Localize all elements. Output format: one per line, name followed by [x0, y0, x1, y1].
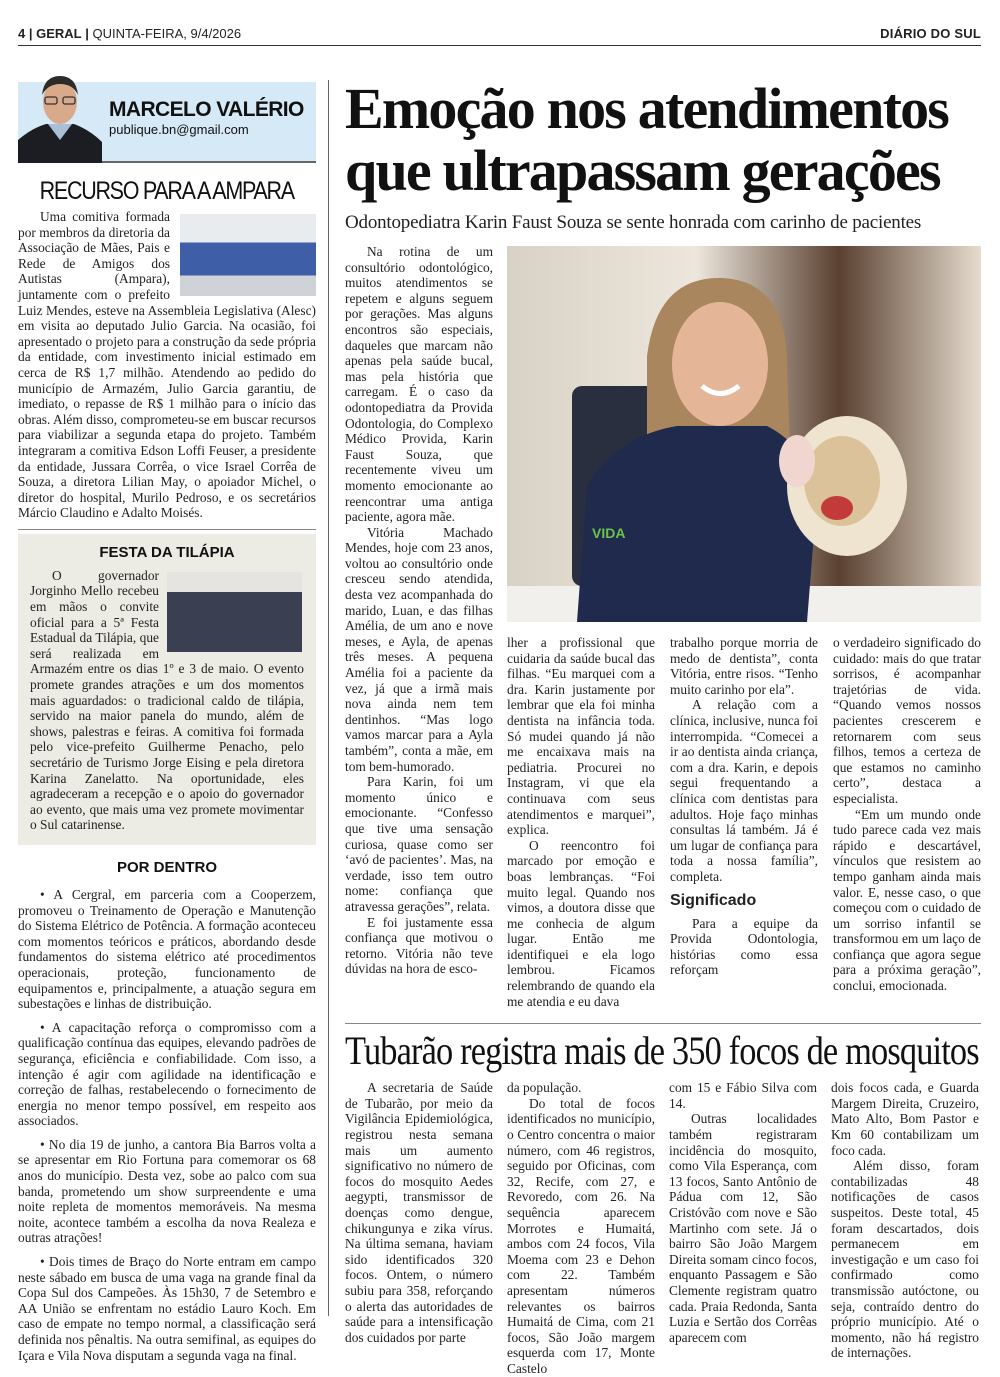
second-headline-wrap	[345, 1028, 981, 1078]
main-col-2: lher a profissional que cuidaria da saúde bucal das filhas. “Eu marquei com a dra. Karin justamente por lembrar que ela foi minha dentista na infância toda. Só mudei quando já não me encaixava mais na pediatria. Procurei no Instagram, vi que ela continuava com seus atendimentos e marquei”, explica. O reencontro foi marcado por emoção e boas lembranças. “Foi muito legal. Quando nos vimos, a doutora disse que me conhecia de algum lugar. Então me identifiquei e ela logo lembrou. Ficamos relembrando de quando ela me atendia e eu dava	[507, 635, 655, 1009]
provida-logo: VIDA	[592, 525, 626, 541]
left-column	[18, 70, 316, 1371]
second-article-body	[345, 1080, 981, 1376]
section-title-recurso: RECURSO PARA A AMPARA	[39, 177, 295, 205]
main-col-4: o verdadeiro significado do cuidado: mais do que tratar sorrisos, é acompanhar trajetórias de vida. “Quando vemos nossos pacientes crescerem e retornarem com seus filhos, temos a certeza de que estamos no caminho certo”, destaca a especialista. “Em um mundo onde tudo parece cada vez mais rápido e descartável, vínculos que resistem ao tempo ganham ainda mais valor. E, nesse caso, o que começou com o cuidado de um sorriso infantil se transformou em um laço de confiança que agora segue para a próxima geração”, conclui, emocionada.	[833, 635, 981, 994]
main-photo	[507, 246, 981, 622]
festa-text: O governador Jorginho Mello recebeu em mãos o convite oficial para a 5ª Festa Estadual da Tilápia, que será realizada em Armazém entre os dias 1º e 3 de maio. O evento promete grandes atrações e um dos momentos mais aguardados: o tradicional caldo de tilápia, servido na maior panela do mundo, além de shows, palestras e feiras. A comitiva foi formada pelo vice-prefeito Guilherme Penacho, pelo secretário de Turismo Jorge Eising e pela diretora Karina Zanelatto. Na oportunidade, eles agradeceram a recepção e o apoio do governador ao evento, que mais uma vez promete movimentar o Sul catarinense.	[30, 567, 304, 833]
divider	[345, 1023, 981, 1024]
main-col-1: Na rotina de um consultório odontológico, muitos atendimentos se repetem e alguns seguem por gerações. Mas alguns encontros são especiais, daqueles que marcam não apenas pela saúde bucal, mas pela história que carregam. É o caso da odontopediatra da Provida Odontologia, do Complexo Médico Provida, Karin Faust Souza, que recentemente viveu um momento emocionante ao reencontrar uma antiga paciente, agora mãe. Vitória Machado Mendes, hoje com 23 anos, voltou ao consultório onde cresceu sendo atendida, desta vez acompanhada do marido, Luan, e das filhas Amélia, de um ano e nove meses, e Ayla, de apenas três meses. A pequena Amélia foi a paciente da vez, já que a irmã mais nova ainda nem tem dentinhos. “Mas logo vamos marcar para a Ayla também”, conta a mãe, em tom bem-humorado. Para Karin, foi um momento único e emocionante. “Confesso que tive uma sensação curiosa, quase como ser ‘avó de pacientes’. Mas, na verdade, isso tem outro nome: confiança que atravessa gerações”, relata. E foi justamente essa confiança que motivou o retorno. Vitória não teve dúvidas na hora de esco-	[345, 244, 493, 977]
recurso-text: Uma comitiva formada por membros da diretoria da Associação de Mães, Pais e Rede de Amigos dos Autistas (Ampara), juntamente com o prefeito Luiz Mendes, esteve na Assembleia Legislativa (Alesc) em visita ao deputado Julio Garcia. Na ocasião, foi apresentado o projeto para a construção da sede própria da entidade, com investimento inicial estimado em cerca de R$ 1,7 milhão. Atendendo ao pedido do município de Armazém, Julio Garcia garantiu, de imediato, o repasse de R$ 1 milhão para o início das obras. Além disso, comprometeu-se em buscar recursos para viabilizar a segunda etapa do projeto. Também integraram a comitiva Edson Loffi Feuser, a presidente da entidade, Jussara Corrêa, o vice Israel Corrêa de Souza, a diretora Lilian May, o apoiador Michel, o diretor do hospital, Murilo Pedroso, e os secretários Márcio Claudino e Adalto Moisés.	[18, 209, 316, 521]
section-title-festa: FESTA DA TILÁPIA	[99, 543, 235, 561]
second-col-4: dois focos cada, e Guarda Margem Direita, Cruzeiro, Mato Alto, Bom Pastor e Km 60 contabilizam um foco cada. Além disso, foram contabilizadas 48 notificações de casos suspeitos. Deste total, 45 foram descartados, dois permanecem em investigação e um caso foi confirmado como transmissão autóctone, ou seja, contraído dentro do próprio município. Até o momento, não há registro de internações.	[831, 1080, 979, 1361]
divider	[18, 529, 316, 530]
page-folio: 4 | GERAL | QUINTA-FEIRA, 9/4/2026	[18, 26, 242, 41]
page-header	[18, 24, 981, 46]
second-col-3: com 15 e Fábio Silva com 14. Outras localidades também registraram incidência do mosquito, como Vila Esperança, com 13 focos, Santo Antônio de Pádua com 12, São Cristóvão com nove e São Martinho com sete. Já o bairro São João Margem Direita somam cinco focos, enquanto Passagem e São Clemente registram quatro cada. Praia Redonda, Santa Luzia e Sertão dos Corrêas aparecem com	[669, 1080, 817, 1345]
main-right-block	[507, 244, 981, 1009]
por-dentro-list	[18, 887, 316, 1363]
festa-box	[18, 534, 316, 845]
list-item: • Dois times de Braço do Norte entram em campo neste sábado em busca de uma vaga na grande final da Copa Sul dos Campeões. Às 15h30, 7 de Setembro e AA União se enfrentam no estádio Lauro Koch. Em caso de empate no tempo normal, a classificação será definida nos pênaltis. Na outra semifinal, as equipes do Içara e Vila Nova disputam a segunda vaga na final.	[18, 1254, 316, 1363]
newspaper-brand: DIÁRIO DO SUL	[880, 26, 981, 41]
columnist-info	[109, 98, 304, 138]
columnist-name: MARCELO VALÉRIO	[109, 98, 304, 121]
festa-photo	[167, 572, 302, 652]
list-item: • No dia 19 de junho, a cantora Bia Barros volta a se apresentar em Rio Fortuna para comemorar os 68 anos do município. Desta vez, sobe ao palco com sua banda, prometendo um show surpreendente e uma noite repleta de momentos memoráveis. Na mesma noite, acontece também a escolha da nova Realeza e outras atrações!	[18, 1136, 316, 1246]
recurso-photo	[180, 214, 316, 296]
main-lower-columns	[507, 635, 981, 1009]
subheading: Significado	[670, 891, 757, 909]
columnist-email[interactable]: publique.bn@gmail.com	[109, 122, 249, 137]
list-item: • A capacitação reforça o compromisso com a qualificação contínua das equipes, elevando padrões de segurança, eficiência e confiabilidade. Com isso, a intenção é agir com agilidade na identificação e correção de falhas, restabelecendo o fornecimento de energia no menor tempo possível, em respeito aos associados.	[18, 1019, 316, 1129]
dentist-photo-illustration	[507, 246, 981, 622]
main-area	[345, 78, 981, 1377]
main-col-3: trabalho porque morria de medo de dentista”, conta Vitória, entre risos. “Tenho muito carinho por ela”. A relação com a clínica, inclusive, nunca foi interrompida. “Comecei a ir ao dentista ainda criança, com a dra. Karin, e depois segui frequentando a clínica com dentistas para adultos. Hoje faço minhas consultas lá também. Já é um lugar de confiança para toda a nossa família”, completa. Significado Para a equipe da Provida Odontologia, histórias como essa reforçam	[670, 635, 818, 978]
second-col-2: da população. Do total de focos identificados no município, o Centro concentra o maior número, com 46 registros, seguido por Oficinas, com 32, Recife, com 27, e Revoredo, com 26. Na sequência aparecem Morrotes e Humaitá, ambos com 24 focos, Vila Moema com 23 e Dehon com 22. Também apresentam números relevantes os bairros Humaitá de Cima, com 21 focos, São João margem esquerda com 17, Monte Castelo	[507, 1080, 655, 1376]
second-headline: Tubarão registra mais de 350 focos de mosquitos	[345, 1028, 979, 1074]
columnist-photo	[18, 70, 102, 163]
section-title-por-dentro: POR DENTRO	[116, 858, 217, 876]
columnist-header	[18, 70, 316, 163]
list-item: • A Cergral, em parceria com a Cooperzem, promoveu o Treinamento de Operação e Manutenção do Sistema Elétrico de Potência. A formação aconteceu com momentos teóricos e práticos, abordando desde fundamentos do sistema elétrico até procedimentos operacionais, proteção, funcionamento de equipamentos e, principalmente, a atuação segura em subestações e linhas de distribuição.	[18, 886, 316, 1012]
second-col-1: A secretaria de Saúde de Tubarão, por meio da Vigilância Epidemiológica, registrou nesta semana mais um aumento significativo no número de focos do mosquito Aedes aegypti, transmissor de doenças como dengue, chikungunya e zika vírus. Na última semana, haviam sido identificados 320 focos. Ontem, o número subiu para 358, reforçando o alerta das autoridades de saúde para a intensificação dos cuidados por parte	[345, 1080, 493, 1345]
main-subtitle: Odontopediatra Karin Faust Souza se sente honrada com carinho de pacientes	[345, 212, 922, 233]
main-article-body	[345, 244, 981, 1009]
column-divider	[328, 80, 329, 1316]
main-headline: Emoção nos atendimentos que ultrapassam gerações	[345, 76, 949, 203]
